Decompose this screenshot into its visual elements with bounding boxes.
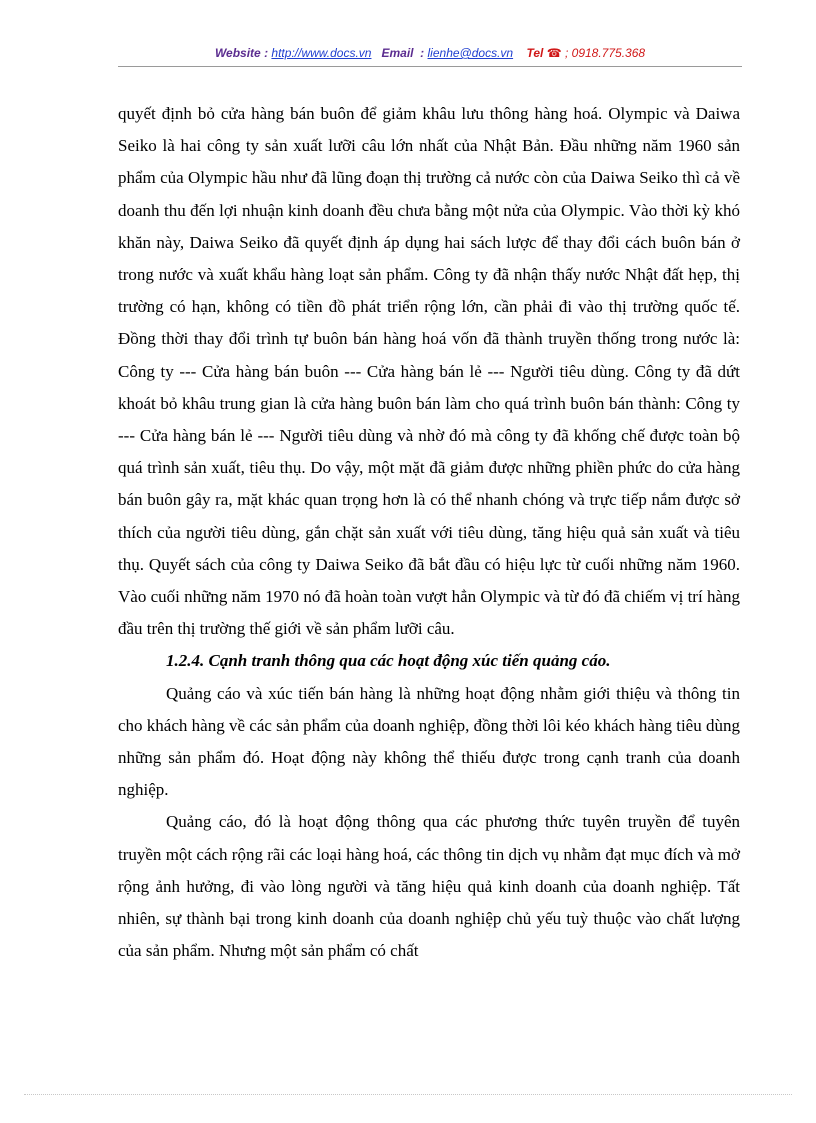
website-link[interactable]: http://www.docs.vn — [271, 46, 372, 60]
paragraph-advertising-definition: Quảng cáo, đó là hoạt động thông qua các phương thức tuyên truyền để tuyên truyền một cách rộng rãi các loại hàng hoá, các thông tin dịch vụ nhằm đạt mục đích và mở rộng ảnh hưởng, đi vào lòng người và tăng hiệu quả kinh doanh của doanh nghiệp. Tất nhiên, sự thành bại trong kinh doanh của doanh nghiệp chủ yếu tuỳ thuộc vào chất lượng của sản phẩm. Nhưng một sản phẩm có chất — [118, 812, 740, 961]
section-heading: 1.2.4. Cạnh tranh thông qua các hoạt động xúc tiến quảng cáo. — [166, 651, 611, 671]
document-body — [118, 98, 740, 967]
email-separator: : — [420, 46, 425, 60]
website-separator: : — [264, 46, 269, 60]
email-link[interactable]: lienhe@docs.vn — [427, 46, 514, 60]
paragraph-advertising-intro: Quảng cáo và xúc tiến bán hàng là những hoạt động nhằm giới thiệu và thông tin cho khách hàng về các sản phẩm của doanh nghiệp, đồng thời lôi kéo khách hàng tiêu dùng những sản phẩm đó. Hoạt động này không thể thiếu được trong cạnh tranh của doanh nghiệp. — [118, 683, 740, 800]
phone-icon: ☎ — [546, 46, 562, 60]
footer-divider — [24, 1094, 792, 1095]
tel-value: ; 0918.775.368 — [564, 46, 646, 60]
header-divider — [118, 66, 742, 67]
paragraph-continuation: quyết định bỏ cửa hàng bán buôn để giảm khâu lưu thông hàng hoá. Olympic và Daiwa Seiko là hai công ty sản xuất lưỡi câu lớn nhất của Nhật Bản. Đầu những năm 1960 sản phẩm của Olympic hầu như đã lũng đoạn thị trường cả nước còn của Daiwa Seiko thì cả về doanh thu đến lợi nhuận kinh doanh đều chưa bằng một nửa của Olympic. Vào thời kỳ khó khăn này, Daiwa Seiko đã quyết định áp dụng hai sách lược để thay đổi cách buôn bán ở trong nước và xuất khẩu hàng loạt sản phẩm. Công ty đã nhận thấy nước Nhật đất hẹp, thị trường có hạn, không có tiền đồ phát triển rộng lớn, cần phải đi vào thị trường quốc tế. Đồng thời thay đổi trình tự buôn bán hàng hoá vốn đã thành truyền thống trong nước là: Công ty --- Cửa hàng bán buôn --- Cửa hàng bán lẻ --- Người tiêu dùng. Công ty đã dứt khoát bỏ khâu trung gian là cửa hàng buôn bán làm cho quá trình buôn bán thành: Công ty --- Cửa hàng bán lẻ --- Người tiêu dùng và nhờ đó mà công ty đã khống chế được toàn bộ quá trình sản xuất, tiêu thụ. Do vậy, một mặt đã giảm được những phiền phức do cửa hàng bán buôn gây ra, mặt khác quan trọng hơn là có thể nhanh chóng và trực tiếp nắm được sở thích của người tiêu dùng, gắn chặt sản xuất với tiêu dùng, tăng hiệu quả sản xuất và tiêu thụ. Quyết sách của công ty Daiwa Seiko đã bắt đầu có hiệu lực từ cuối những năm 1960. Vào cuối những năm 1970 nó đã hoàn toàn vượt hẳn Olympic và từ đó đã chiếm vị trí hàng đầu trên thị trường thế giới về sản phẩm lưỡi câu. — [118, 104, 740, 639]
email-label: Email — [381, 46, 414, 60]
page-header — [118, 46, 742, 66]
tel-label: Tel — [526, 46, 544, 60]
website-label: Website — [214, 46, 261, 60]
